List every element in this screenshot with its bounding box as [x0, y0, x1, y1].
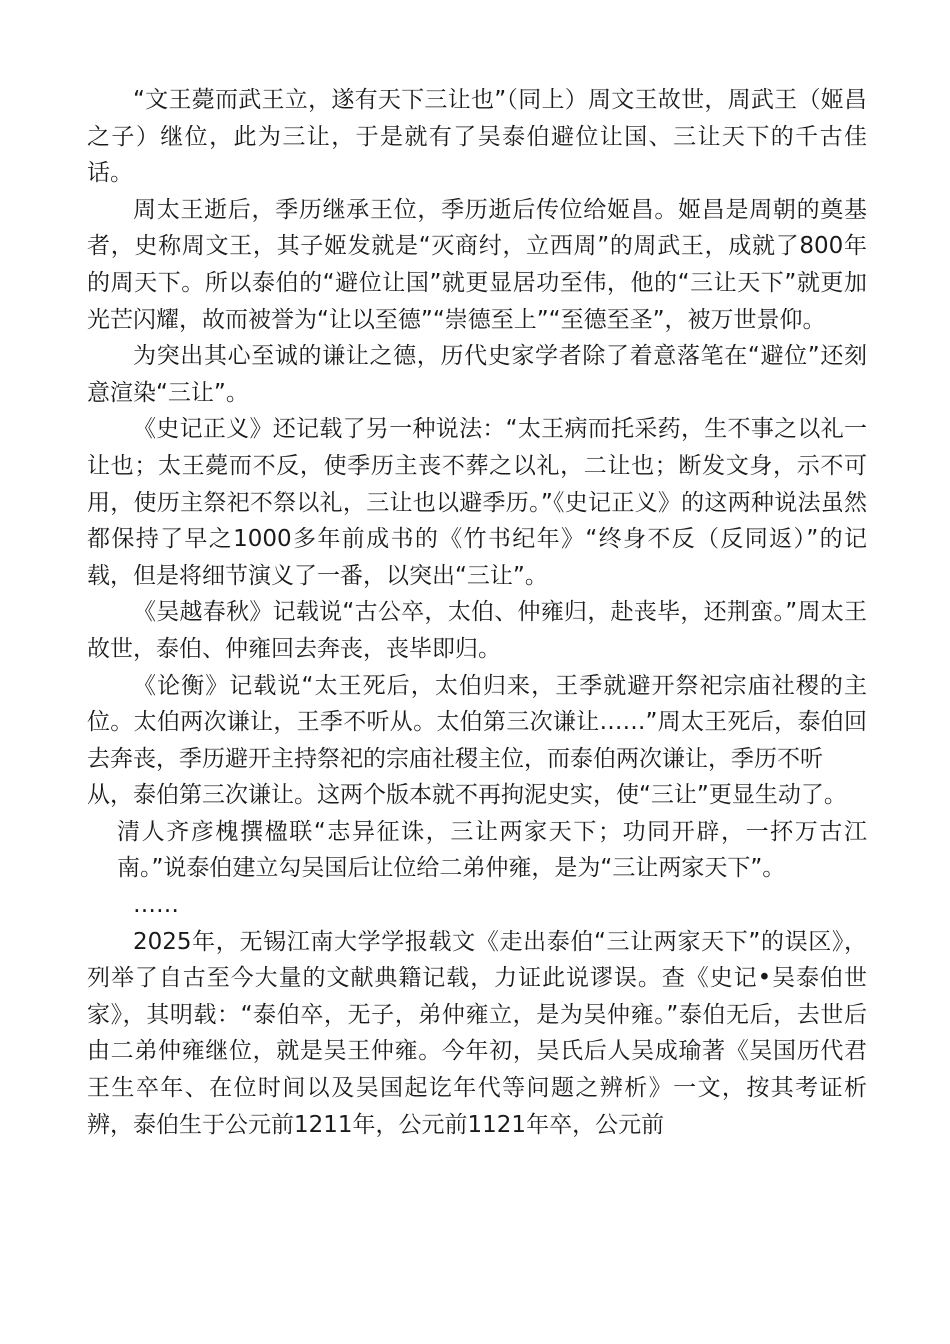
paragraph-couplet: 清人齐彦槐撰楹联“志异征诛，三让两家天下；功同开辟，一抔万古江南。”说泰伯建立勾吴国后让位给二弟仲雍，是为“三让两家天下”。	[117, 818, 867, 882]
document-body	[87, 82, 867, 1143]
paragraph: 周太王逝后，季历继承王位，季历逝后传位给姬昌。姬昌是周朝的奠基者，史称周文王，其子姬发就是“灭商纣，立西周”的周武王，成就了800年的周天下。所以泰伯的“避位让国”就更显居功至伟，他的“三让天下”就更加光芒闪耀，故而被誉为“让以至德”“崇德至上”“至德至圣”，被万世景仰。	[87, 196, 867, 333]
paragraph: 《史记正义》还记载了另一种说法：“太王病而托采药，生不事之以礼一让也；太王薨而不反，使季历主丧不葬之以礼，二让也；断发文身，示不可用，使历主祭祀不祭以礼，三让也以避季历。”《史记正义》的这两种说法虽然都保持了早之1000多年前成书的《竹书纪年》“终身不反（反同返）”的记载，但是将细节演义了一番，以突出“三让”。	[87, 416, 867, 589]
paragraph: 《论衡》记载说“太王死后，太伯归来，王季就避开祭祀宗庙社稷的主位。太伯两次谦让，王季不听从。太伯第三次谦让……”周太王死后，泰伯回去奔丧，季历避开主持祭祀的宗庙社稷主位，而泰伯两次谦让，季历不听 从，泰伯第三次谦让。这两个版本就不再拘泥史实，使“三让”更显生动了。	[87, 672, 867, 809]
ellipsis: ……	[133, 892, 179, 919]
paragraph: 《吴越春秋》记载说“古公卒，太伯、仲雍归，赴丧毕，还荆蛮。”周太王故世，泰伯、仲雍回去奔丧，丧毕即归。	[87, 599, 867, 662]
paragraph: 2025年，无锡江南大学学报载文《走出泰伯“三让两家天下”的误区》，列举了自古至今大量的文献典籍记载，力证此说谬误。查《史记•吴泰伯世家》，其明载：“泰伯卒，无子，弟仲雍立，是为吴仲雍。”泰伯无后，去世后由二弟仲雍继位，就是吴王仲雍。今年初，吴氏后人吴成瑜著《吴国历代君王生卒年、在位时间以及吴国起讫年代等问题之辨析》一文，按其考证析辨，泰伯生于公元前1211年，公元前1121年卒，公元前	[87, 928, 867, 1138]
paragraph: 为突出其心至诚的谦让之德，历代史家学者除了着意落笔在“避位”还刻意渲染“三让”。	[87, 343, 867, 406]
paragraph: “文王薨而武王立，遂有天下三让也”（同上）周文王故世，周武王（姬昌之子）继位，此为三让，于是就有了吴泰伯避位让国、三让天下的千古佳话。	[87, 87, 867, 187]
